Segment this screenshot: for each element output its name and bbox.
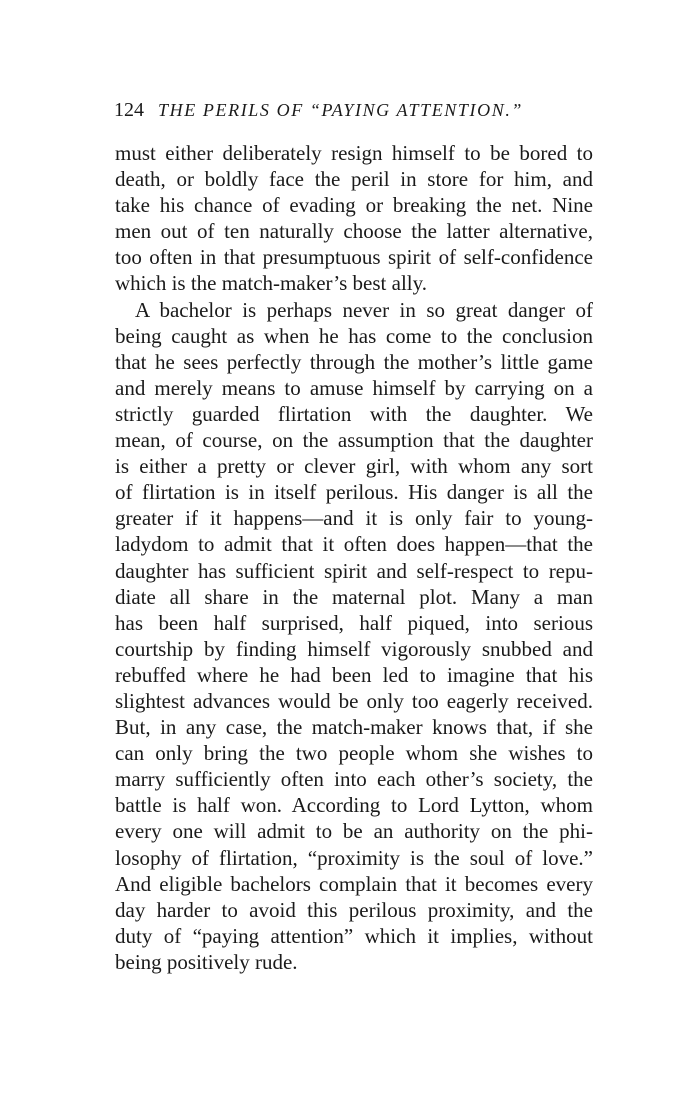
text-line: marry sufficiently often into each other’s society, the	[115, 767, 593, 792]
text-line: battle is half won. According to Lord Lytton, whom	[115, 793, 593, 818]
text-line: But, in any case, the match-maker knows that, if she	[115, 715, 593, 740]
text-line: and merely means to amuse himself by carrying on a	[115, 375, 593, 400]
text-line: duty of “paying attention” which it implies, without	[115, 923, 593, 948]
text-line: daughter has sufficient spirit and self-respect to repu-	[115, 558, 593, 583]
text-line: every one will admit to be an authority on the phi-	[115, 819, 593, 844]
text-line: mean, of course, on the assumption that the daughter	[115, 428, 593, 453]
text-line: rebuffed where he had been led to imagine that his	[115, 662, 593, 687]
text-line: take his chance of evading or breaking the net. Nine	[115, 193, 593, 218]
text-line: has been half surprised, half piqued, into serious	[115, 610, 593, 635]
text-line: that he sees perfectly through the mother’s little game	[115, 349, 593, 374]
text-line: courtship by finding himself vigorously snubbed and	[115, 636, 593, 661]
text-line: greater if it happens—and it is only fair to young-	[115, 506, 593, 531]
text-line: ladydom to admit that it often does happen—that the	[115, 532, 593, 557]
text-line: losophy of flirtation, “proximity is the soul of love.”	[115, 845, 593, 870]
body-text	[115, 140, 593, 975]
text-line: must either deliberately resign himself to be bored to	[115, 141, 593, 165]
text-line: of flirtation is in itself perilous. His danger is all the	[115, 480, 593, 505]
text-line: too often in that presumptuous spirit of self-confidence	[115, 245, 593, 270]
text-line: being caught as when he has come to the conclusion	[115, 323, 593, 348]
text-line: death, or boldly face the peril in store for him, and	[115, 167, 593, 192]
page-number: 124	[114, 99, 144, 121]
text-line: diate all share in the maternal plot. Many a man	[115, 584, 593, 609]
running-head	[114, 95, 614, 125]
text-line: which is the match-maker’s best ally.	[115, 271, 427, 296]
text-line: can only bring the two people whom she wishes to	[115, 741, 593, 766]
text-line: is either a pretty or clever girl, with whom any sort	[115, 454, 593, 479]
running-title: THE PERILS OF “PAYING ATTENTION.”	[158, 100, 524, 120]
text-line: A bachelor is perhaps never in so great danger of	[135, 297, 593, 322]
text-line: slightest advances would be only too eagerly received.	[115, 688, 593, 713]
text-line: men out of ten naturally choose the latter alternative,	[115, 219, 593, 244]
text-line: day harder to avoid this perilous proximity, and the	[115, 897, 593, 922]
text-line: strictly guarded flirtation with the daughter. We	[115, 401, 593, 426]
text-line: And eligible bachelors complain that it becomes every	[115, 871, 593, 896]
text-line: being positively rude.	[115, 949, 298, 974]
